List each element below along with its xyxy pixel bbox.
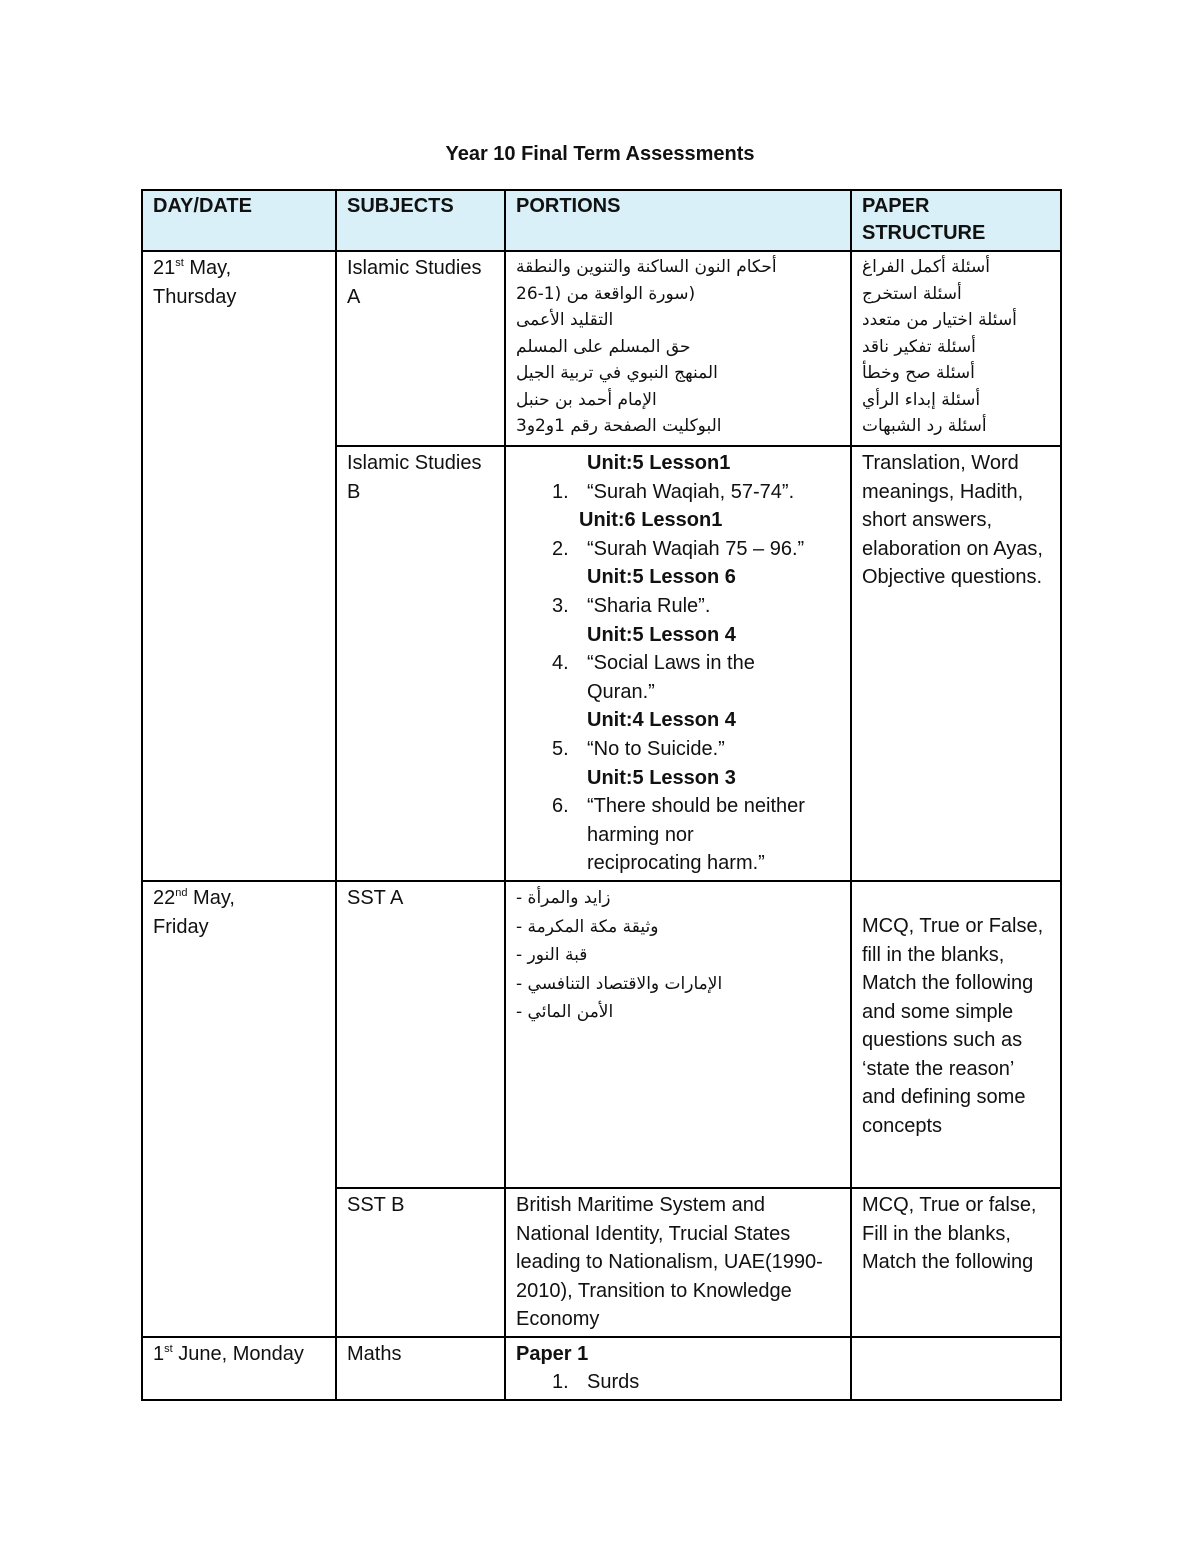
spacer (862, 884, 1052, 912)
list-item (516, 735, 842, 764)
portion-line: التقليد الأعمى (516, 310, 614, 330)
item-number: 5. (552, 737, 569, 760)
unit-heading: Unit:5 Lesson 6 (587, 566, 736, 589)
date-suffix: st (164, 1342, 173, 1355)
header-row (142, 190, 1061, 251)
item-text: reciprocating harm.” (587, 852, 765, 875)
portion-line: البوكليت الصفحة رقم 1و2و3 (516, 416, 722, 436)
header-day (142, 190, 336, 251)
structure-line: أسئلة إبداء الرأي (862, 389, 981, 410)
unit-heading: Unit:5 Lesson 3 (587, 766, 736, 789)
date-month: June, Monday (172, 1342, 304, 1365)
portion-line: قبة النور - (516, 945, 588, 966)
list-item (516, 1368, 842, 1397)
portion-line: (سورة الواقعة من (1-26 (516, 283, 696, 304)
structure-line: أسئلة تفكير ناقد (862, 336, 976, 357)
item-number: 2. (552, 537, 569, 560)
subject-cell: SST A (336, 881, 505, 1188)
structure-cell (851, 1337, 1061, 1400)
structure-cell (851, 881, 1061, 1188)
structure-text: MCQ, True or False, fill in the blanks, Match the following and some simple questions such as ‘state the reason’ and defining some concepts (862, 914, 1044, 1138)
header-portions-label: PORTIONS (516, 195, 621, 217)
unit-heading: Unit:6 Lesson1 (579, 509, 723, 532)
subject-cell: SST B (336, 1188, 505, 1337)
structure-line: أسئلة استخرج (862, 283, 962, 304)
list-item (516, 649, 842, 706)
paper-heading: Paper 1 (516, 1342, 589, 1365)
table-row (142, 251, 1061, 446)
date-month: May, (183, 257, 232, 279)
header-structure-line2: STRUCTURE (862, 222, 986, 244)
subject-cell: Maths (336, 1337, 505, 1400)
header-subjects-label: SUBJECTS (347, 195, 454, 217)
portion-line: الأمن المائي - (516, 1002, 614, 1023)
unit-heading: Unit:4 Lesson 4 (587, 709, 736, 732)
date-day: 21 (153, 257, 176, 279)
header-structure (851, 190, 1061, 251)
date-suffix: nd (175, 886, 188, 899)
date-cell (142, 881, 336, 1337)
list-item (516, 478, 842, 507)
date-line2: Thursday (153, 285, 237, 308)
item-number: 1. (552, 480, 569, 503)
item-number: 6. (552, 795, 569, 818)
item-text: “Surah Waqiah 75 – 96.” (587, 537, 805, 560)
item-text: “Sharia Rule”. (587, 594, 711, 617)
structure-line: أسئلة اختيار من متعدد (862, 310, 1017, 330)
header-day-label: DAY/DATE (153, 195, 252, 217)
unit-heading: Unit:5 Lesson 4 (587, 623, 736, 646)
portion-line: حق المسلم على المسلم (516, 336, 691, 357)
table-row (142, 881, 1061, 1188)
item-text: Surds (587, 1371, 640, 1394)
subject-cell: Islamic Studies B (336, 446, 505, 881)
date-line2: Friday (153, 915, 209, 938)
portions-cell (505, 251, 851, 446)
structure-line: أسئلة رد الشبهات (862, 416, 987, 436)
structure-cell (851, 251, 1061, 446)
page-title: Year 10 Final Term Assessments (445, 143, 755, 165)
list-item (516, 535, 842, 564)
portion-line: زايد والمرأة - (516, 887, 611, 908)
structure-line: أسئلة أكمل الفراغ (862, 257, 990, 277)
item-number: 4. (552, 652, 569, 675)
structure-cell: Translation, Word meanings, Hadith, short answers, elaboration on Ayas, Objective questions. (851, 446, 1061, 881)
item-text: “There should be neither (587, 795, 805, 818)
header-portions (505, 190, 851, 251)
date-cell (142, 251, 336, 881)
list-item (516, 592, 842, 621)
date-line1 (153, 884, 327, 913)
date-month: May, (187, 886, 235, 909)
header-structure-line1: PAPER (862, 195, 930, 217)
portion-line: أحكام النون الساكنة والتنوين والنطقة (516, 257, 777, 277)
item-text: “Surah Waqiah, 57-74”. (587, 480, 795, 503)
portion-line: وثيقة مكة المكرمة - (516, 916, 659, 937)
date-day: 1 (153, 1342, 165, 1365)
date-line1 (153, 1340, 327, 1369)
item-text: “No to Suicide.” (587, 737, 725, 760)
subject-cell: Islamic Studies A (336, 251, 505, 446)
portions-cell: British Maritime System and National Identity, Trucial States leading to Nationalism, UAE(1990-2010), Transition to Knowledge Economy (505, 1188, 851, 1337)
portions-cell (505, 881, 851, 1188)
structure-cell: MCQ, True or false, Fill in the blanks, Match the following (851, 1188, 1061, 1337)
list-item (516, 792, 842, 878)
item-text: “Social Laws in the (587, 652, 755, 675)
date-line1 (153, 254, 327, 283)
header-subjects (336, 190, 505, 251)
portion-line: الإمارات والاقتصاد التنافسي - (516, 973, 723, 994)
portions-cell (505, 1337, 851, 1400)
portion-line: الإمام أحمد بن حنبل (516, 389, 657, 410)
item-text: Quran.” (587, 680, 655, 703)
item-text: harming nor (587, 823, 694, 846)
portions-cell (505, 446, 851, 881)
unit-heading: Unit:5 Lesson1 (587, 452, 731, 474)
item-number: 3. (552, 594, 569, 617)
portion-line: المنهج النبوي في تربية الجيل (516, 363, 718, 383)
item-number: 1. (552, 1371, 569, 1394)
date-day: 22 (153, 886, 176, 909)
table-row (142, 1337, 1061, 1400)
date-cell (142, 1337, 336, 1400)
structure-line: أسئلة صح وخطأ (862, 363, 975, 383)
date-suffix: st (175, 257, 184, 269)
assessment-table (141, 189, 1062, 1401)
